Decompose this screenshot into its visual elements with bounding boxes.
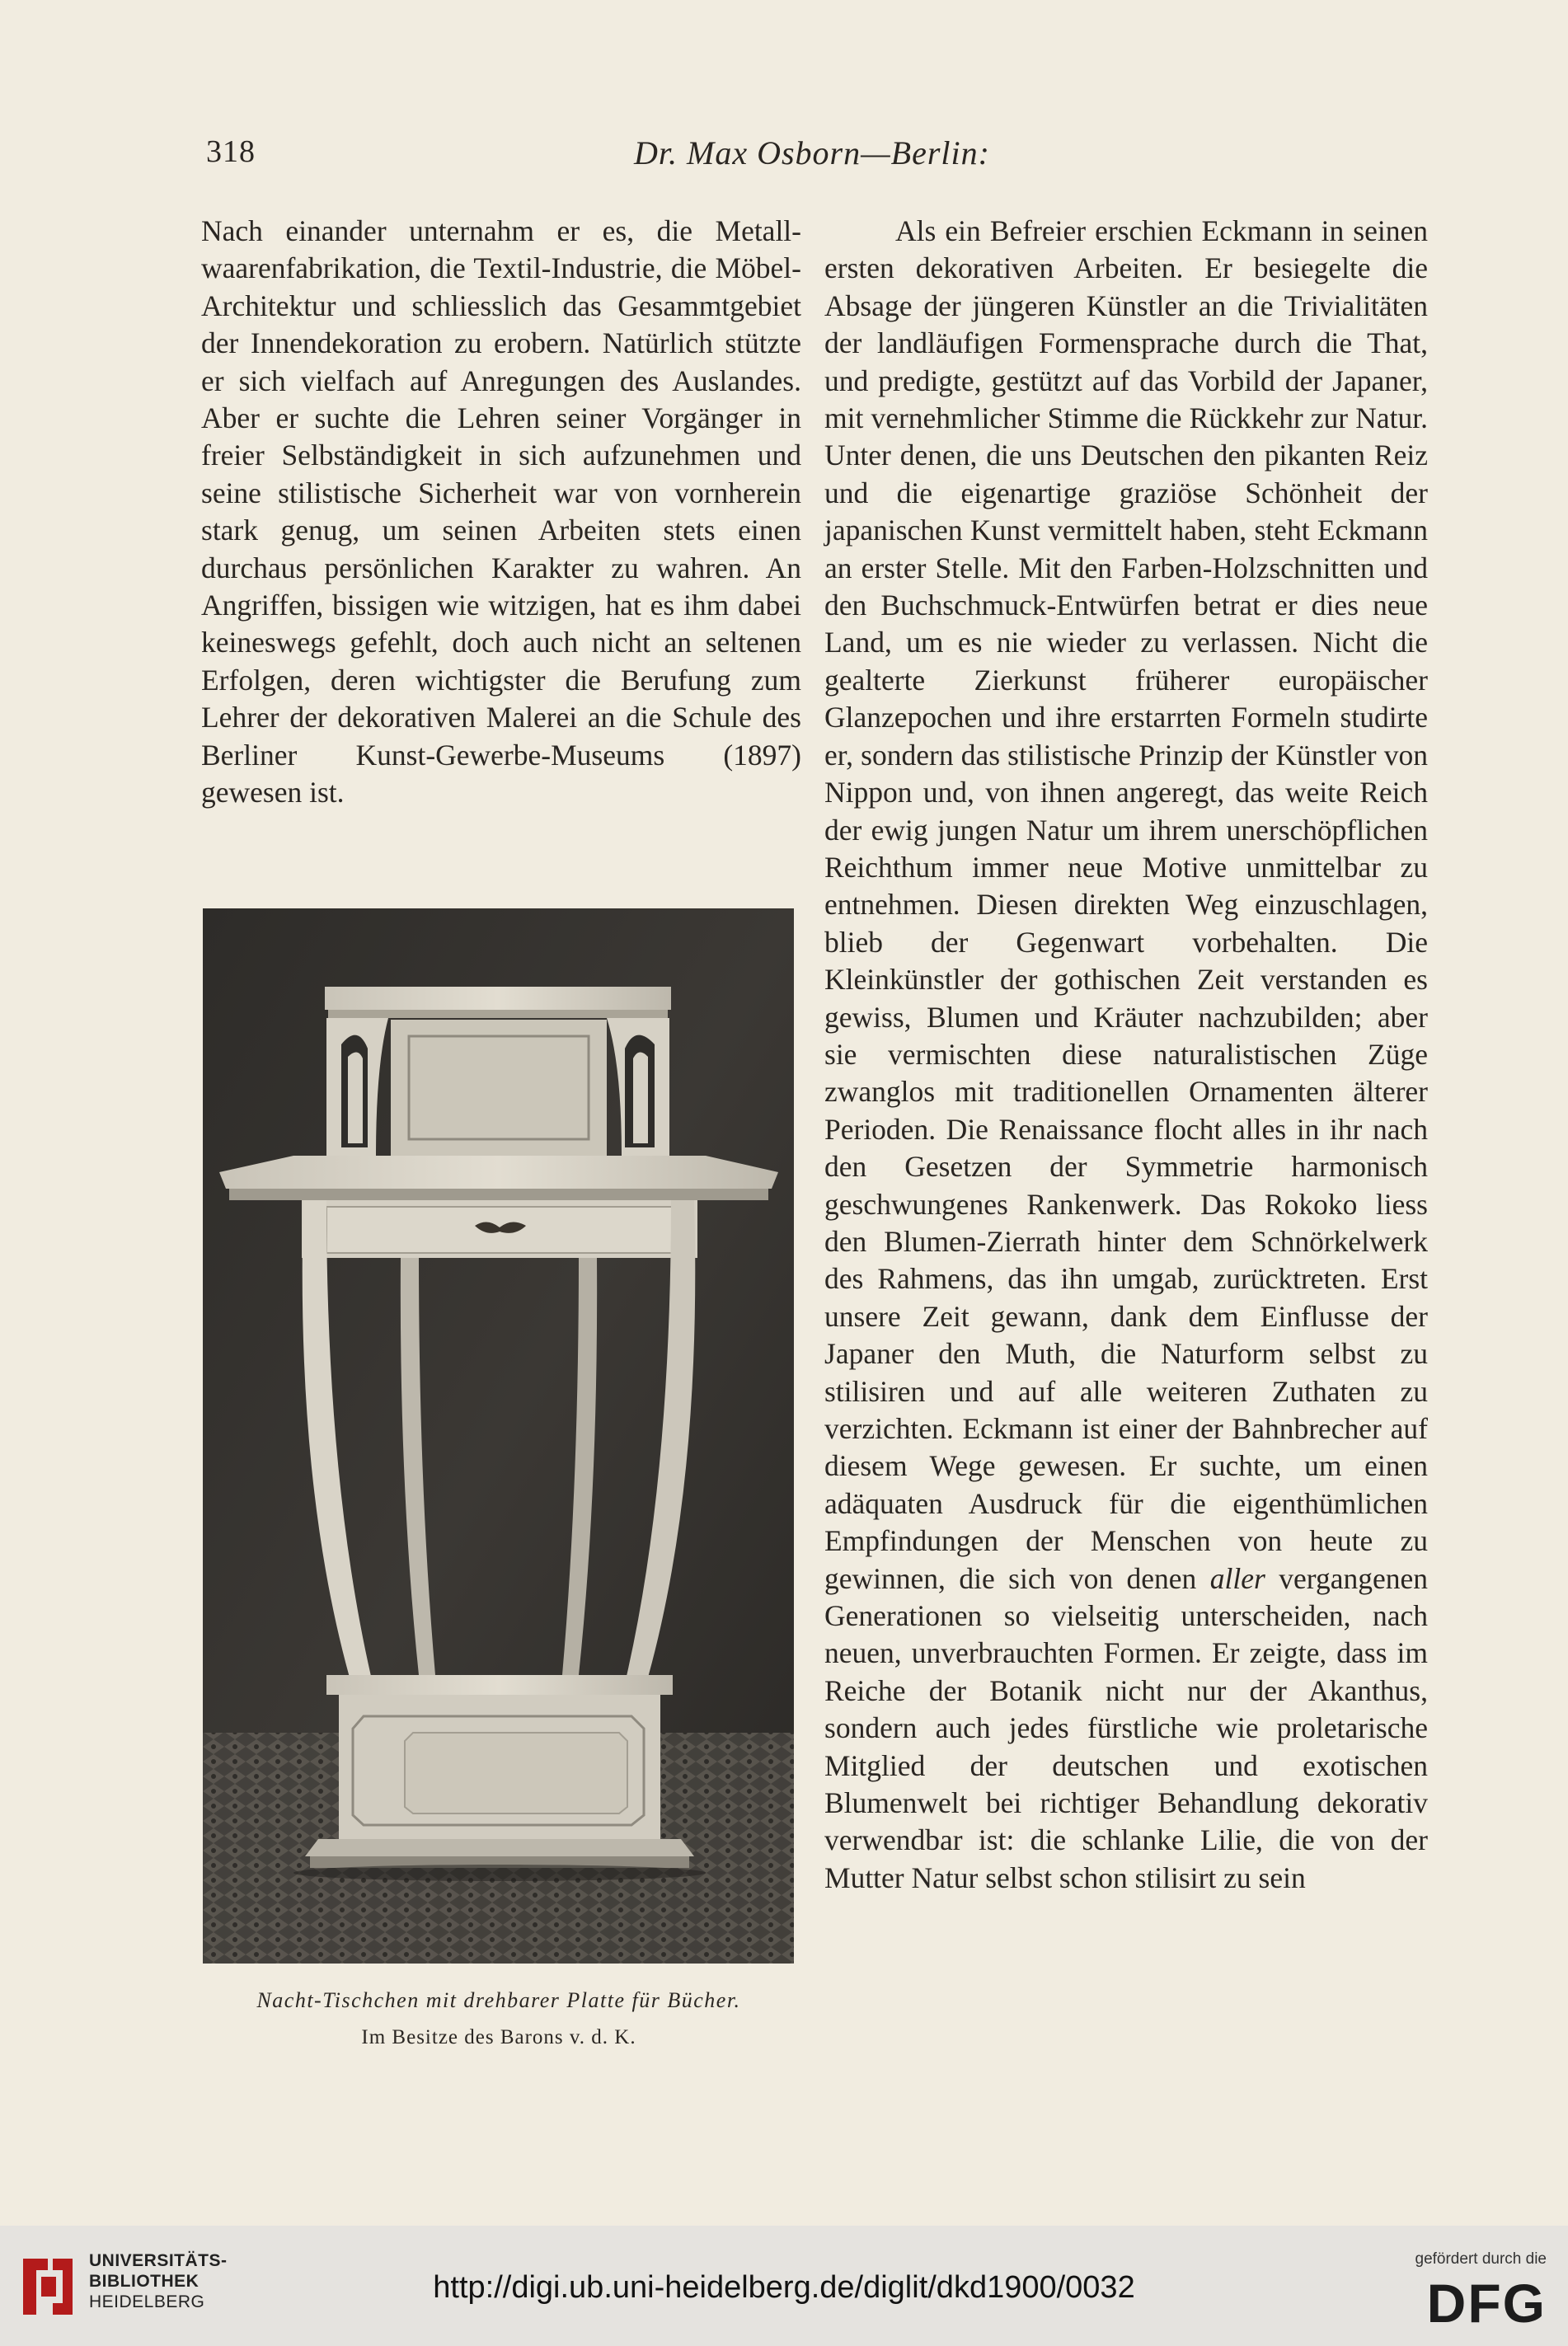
right-text-column	[824, 213, 1428, 1897]
paragraph-text: Als ein Befreier erschien Eckmann in seinen ersten dekorativen Arbeiten. Er besiegelte die Absage der jüngeren Künstler an die Trivialitäten der landläufigen Formensprache durch die That, und predigte, gestützt auf das Vorbild der Japaner, mit vernehmlicher Stimme die Rückkehr zur Natur. Unter denen, die uns Deutschen den pikanten Reiz und die eigenartige graziöse Schönheit der japanischen Kunst vermittelt haben, steht Eckmann an erster Stelle. Mit den Farben-Holzschnitten und den Buchschmuck-Entwürfen betrat er dies neue Land, um es nie wieder zu verlassen. Nicht die gealterte Zierkunst früherer europäischer Glanzepochen und ihre erstarrten Formeln studirte er, sondern das stilistische Prinzip der Künstler von Nippon und, von ihnen angeregt, das weite Reich der ewig jungen Natur um ihrem unerschöpflichen Reichthum immer neue Motive unmittelbar zu entnehmen. Diesen direkten Weg einzuschlagen, blieb der Gegenwart vorbehalten. Die Kleinkünstler der gothischen Zeit verstanden es gewiss, Blumen und Kräuter nachzubilden; aber sie vermischten diese naturalistischen Züge zwanglos mit traditionellen Ornamenten älterer Perioden. Die Renaissance flocht alles in ihr nach den Gesetzen der Symmetrie harmonisch geschwungenes Rankenwerk. Das Rokoko liess den Blumen-Zierrath hinter dem Schnörkelwerk des Rahmens, das ihn umgab, zurücktreten. Erst unsere Zeit gewann, dank dem Einflusse der Japaner den Muth, die Naturform selbst zu stilisiren und auf alle weiteren Zuthaten zu verzichten. Eckmann ist einer der Bahnbrecher auf diesem Wege gewesen. Er suchte, um einen adäquaten Ausdruck für die eigenthümlichen Empfindungen der Menschen von heute zu gewinnen, die sich von denen	[824, 214, 1428, 1595]
page-number: 318	[206, 134, 256, 169]
running-head: Dr. Max Osborn—Berlin:	[634, 134, 990, 171]
paragraph-text-continued: vergangenen Generationen so vielseitig unterscheiden, nach neuen, unverbrauchten Formen. Er zeigte, dass im Reiche der Botanik nicht nur der Akanthus, sondern auch jedes fürstliche wie proletarische Mitglied der deutschen und exotischen Blumenwelt bei richtiger Behandlung dekorativ verwendbar ist: die schlanke Lilie, die von der Mutter Natur selbst schon stilisirt zu sein	[824, 1561, 1428, 1894]
digitization-footer	[0, 2226, 1568, 2346]
library-name-line: HEIDELBERG	[89, 2292, 205, 2311]
dfg-logo: DFG	[1426, 2273, 1547, 2334]
funding-text: gefördert durch die	[1415, 2250, 1547, 2268]
paragraph: Nach einander unternahm er es, die Metall-waarenfabrikation, die Textil-Industrie, die Möbel-Architektur und schliesslich das Gesammtgebiet der Innendekoration zu erobern. Natürlich stützte er sich vielfach auf Anregungen des Auslandes. Aber er suchte die Lehren seiner Vorgänger in freier Selbständigkeit in sich aufzunehmen und seine stilistische Sicherheit war von vornherein stark genug, um seinen Arbeiten stets einen durchaus persönlichen Karakter zu wahren. An Angriffen, bissigen wie witzigen, hat es ihm dabei keineswegs gefehlt, doch auch nicht an seltenen Erfolgen, deren wichtigster die Berufung zum Lehrer der dekorativen Malerei an die Schule des Berliner Kunst-Gewerbe-Museums (1897) gewesen ist.	[201, 214, 801, 809]
furniture-photograph	[203, 908, 794, 1964]
source-url-link[interactable]: http://digi.ub.uni-heidelberg.de/diglit/dkd1900/0032	[433, 2270, 1135, 2305]
figure-credit: Im Besitze des Barons v. d. K.	[361, 2026, 636, 2048]
figure-caption: Nacht-Tischchen mit drehbarer Platte für Bücher.	[256, 1988, 741, 2012]
left-text-column	[201, 213, 801, 812]
emphasized-word: aller	[1209, 1561, 1265, 1595]
library-name-line: UNIVERSITÄTS-	[89, 2251, 228, 2270]
library-name-line: BIBLIOTHEK	[89, 2272, 200, 2291]
paragraph	[824, 213, 1428, 1897]
page-header	[206, 134, 1418, 183]
